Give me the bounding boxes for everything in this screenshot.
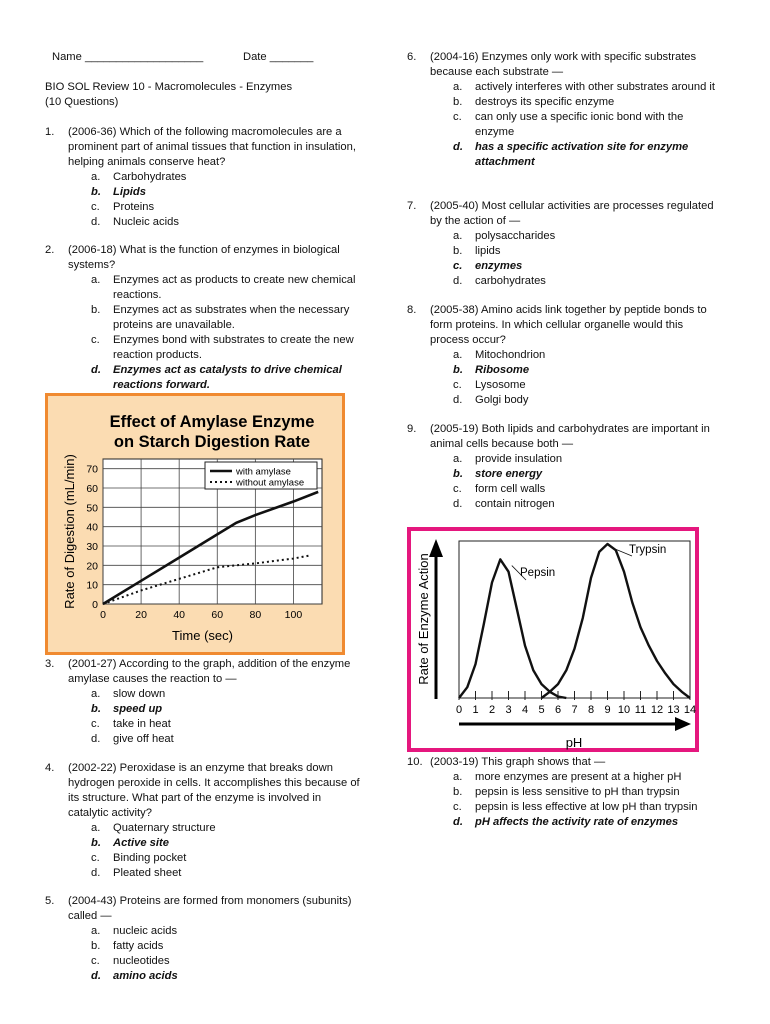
option-text: Lysosome bbox=[475, 379, 526, 391]
answer-option-correct bbox=[45, 185, 363, 200]
option-letter: b. bbox=[453, 364, 463, 376]
option-letter: d. bbox=[91, 216, 101, 228]
chart-title-line-2: on Starch Digestion Rate bbox=[113, 433, 311, 451]
answer-option bbox=[45, 939, 363, 954]
option-text: give off heat bbox=[113, 733, 174, 745]
question-text: (2006-36) Which of the following macromolecules are a prominent part of animal tissues that function in insulation, helping animals conserve heat? bbox=[68, 126, 356, 168]
option-letter: b. bbox=[453, 245, 463, 257]
question-text: (2006-18) What is the function of enzymes in biological systems? bbox=[68, 244, 340, 271]
option-text: Enzymes bond with substrates to create the new reaction products. bbox=[113, 334, 354, 361]
option-letter: b. bbox=[453, 468, 463, 480]
option-text: Quaternary structure bbox=[113, 822, 216, 834]
option-text: provide insulation bbox=[475, 453, 563, 465]
x-tick-label: 5 bbox=[538, 704, 545, 716]
legend-label: with amylase bbox=[236, 466, 291, 478]
option-letter: a. bbox=[453, 771, 463, 783]
option-letter: d. bbox=[91, 733, 101, 745]
answer-option-correct bbox=[407, 259, 725, 274]
option-letter: b. bbox=[453, 786, 463, 798]
option-text: take in heat bbox=[113, 718, 171, 730]
x-axis-label: pH bbox=[565, 735, 583, 750]
option-letter: c. bbox=[453, 801, 462, 813]
name-field-label: Name ___________________ bbox=[52, 51, 204, 63]
plot-area bbox=[459, 541, 690, 698]
x-tick-label: 7 bbox=[571, 704, 578, 716]
question-6 bbox=[407, 50, 725, 170]
x-tick-label: 8 bbox=[587, 704, 595, 716]
answer-option bbox=[45, 687, 363, 702]
option-text: destroys its specific enzyme bbox=[475, 96, 615, 108]
question-number: 1. bbox=[45, 126, 55, 138]
y-tick-label: 50 bbox=[86, 502, 98, 515]
option-text: can only use a specific ionic bond with the enzyme bbox=[475, 111, 684, 138]
y-axis-label: Rate of Digestion (mL/min) bbox=[62, 454, 77, 609]
answer-option-correct bbox=[45, 969, 363, 984]
answer-option bbox=[407, 785, 725, 800]
ph-chart-svg bbox=[407, 527, 699, 752]
answer-option bbox=[45, 821, 363, 836]
x-tick-label: 14 bbox=[683, 704, 697, 716]
x-tick-label: 12 bbox=[650, 704, 664, 716]
y-tick-label: 0 bbox=[92, 599, 98, 611]
answer-option bbox=[45, 333, 363, 363]
question-1 bbox=[45, 125, 363, 230]
answer-option bbox=[407, 452, 725, 467]
answer-option bbox=[407, 482, 725, 497]
x-tick-label: 40 bbox=[173, 609, 186, 621]
x-tick-label: 13 bbox=[667, 704, 680, 716]
question-text: (2005-38) Amino acids link together by peptide bonds to form proteins. In which cellular organelle would this process occur? bbox=[430, 304, 707, 346]
question-7 bbox=[407, 199, 725, 289]
question-text: (2002-22) Peroxidase is an enzyme that breaks down hydrogen peroxide in cells. It accomplishes this because of its structure. What part of the enzyme is involved in catalytic activity? bbox=[68, 762, 360, 819]
option-text: Lipids bbox=[113, 186, 146, 198]
legend-label: without amylase bbox=[236, 477, 305, 489]
option-letter: b. bbox=[91, 940, 101, 952]
answer-option bbox=[407, 800, 725, 815]
x-tick-label: 0 bbox=[455, 704, 463, 716]
option-letter: d. bbox=[91, 970, 101, 982]
question-text: (2001-27) According to the graph, addition of the enzyme amylase causes the reaction to — bbox=[68, 658, 351, 685]
question-number: 3. bbox=[45, 658, 55, 670]
answer-option-correct bbox=[407, 140, 725, 170]
question-number: 8. bbox=[407, 304, 417, 316]
question-text: (2004-43) Proteins are formed from monomers (subunits) called — bbox=[68, 895, 352, 922]
option-text: pepsin is less effective at low pH than trypsin bbox=[475, 801, 698, 813]
answer-option bbox=[45, 170, 363, 185]
option-letter: b. bbox=[91, 186, 101, 198]
worksheet-subtitle: (10 Questions) bbox=[45, 96, 119, 108]
question-8 bbox=[407, 303, 725, 408]
question-stem bbox=[407, 303, 725, 348]
option-text: Nucleic acids bbox=[113, 216, 179, 228]
option-letter: a. bbox=[453, 349, 463, 361]
x-tick-label: 3 bbox=[505, 704, 512, 716]
option-letter: d. bbox=[453, 498, 463, 510]
question-text: (2004-16) Enzymes only work with specific substrates because each substrate — bbox=[430, 51, 697, 78]
option-text: Active site bbox=[113, 837, 169, 849]
option-letter: d. bbox=[453, 141, 463, 153]
question-stem bbox=[407, 50, 725, 80]
answer-option bbox=[45, 717, 363, 732]
option-text: Proteins bbox=[113, 201, 155, 213]
question-text: (2005-19) Both lipids and carbohydrates are important in animal cells because both — bbox=[430, 423, 710, 450]
question-number: 2. bbox=[45, 244, 55, 256]
option-text: has a specific activation site for enzyme attachment bbox=[475, 141, 689, 168]
chart-title-line-1: Effect of Amylase Enzyme bbox=[109, 413, 315, 431]
question-stem bbox=[407, 755, 725, 770]
y-tick-label: 10 bbox=[86, 579, 98, 592]
option-text: Ribosome bbox=[475, 364, 530, 376]
question-10 bbox=[407, 755, 725, 830]
option-letter: d. bbox=[453, 394, 463, 406]
question-text: (2003-19) This graph shows that — bbox=[430, 756, 606, 768]
option-letter: a. bbox=[453, 81, 463, 93]
answer-option bbox=[45, 851, 363, 866]
option-text: fatty acids bbox=[113, 940, 164, 952]
answer-option bbox=[45, 732, 363, 747]
y-tick-label: 40 bbox=[86, 521, 98, 534]
x-tick-label: 60 bbox=[211, 609, 224, 621]
option-letter: a. bbox=[91, 822, 101, 834]
x-tick-label: 100 bbox=[284, 609, 303, 621]
answer-option bbox=[407, 110, 725, 140]
option-text: Mitochondrion bbox=[475, 349, 546, 361]
option-letter: a. bbox=[91, 171, 101, 183]
option-text: pepsin is less sensitive to pH than trypsin bbox=[475, 786, 680, 798]
question-9 bbox=[407, 422, 725, 512]
x-tick-label: 80 bbox=[249, 609, 262, 621]
question-2 bbox=[45, 243, 363, 393]
option-letter: b. bbox=[453, 96, 463, 108]
answer-option bbox=[407, 348, 725, 363]
option-text: Carbohydrates bbox=[113, 171, 187, 183]
question-number: 4. bbox=[45, 762, 55, 774]
y-tick-label: 20 bbox=[86, 560, 98, 573]
question-3 bbox=[45, 657, 363, 747]
answer-option-correct bbox=[407, 363, 725, 378]
option-letter: b. bbox=[91, 837, 101, 849]
series-label-trypsin: Trypsin bbox=[629, 544, 667, 556]
option-text: nucleotides bbox=[113, 955, 170, 967]
option-text: carbohydrates bbox=[475, 275, 546, 287]
option-letter: a. bbox=[453, 453, 463, 465]
question-stem bbox=[407, 422, 725, 452]
option-text: polysaccharides bbox=[475, 230, 556, 242]
y-tick-label: 30 bbox=[86, 541, 98, 553]
answer-option bbox=[407, 229, 725, 244]
answer-option bbox=[45, 303, 363, 333]
worksheet-title: BIO SOL Review 10 - Macromolecules - Enzymes bbox=[45, 81, 293, 93]
x-axis-label: Time (sec) bbox=[172, 628, 233, 643]
question-number: 10. bbox=[407, 756, 423, 768]
option-letter: b. bbox=[91, 703, 101, 715]
option-letter: c. bbox=[453, 379, 462, 391]
answer-option bbox=[407, 95, 725, 110]
x-tick-label: 11 bbox=[634, 704, 647, 716]
option-text: lipids bbox=[475, 245, 501, 257]
amylase-chart-svg bbox=[45, 393, 345, 655]
answer-option bbox=[45, 866, 363, 881]
option-letter: d. bbox=[453, 275, 463, 287]
question-stem bbox=[45, 243, 363, 273]
x-tick-label: 4 bbox=[521, 704, 529, 716]
option-text: slow down bbox=[113, 688, 166, 700]
option-text: Binding pocket bbox=[113, 852, 187, 864]
question-text: (2005-40) Most cellular activities are processes regulated by the action of — bbox=[430, 200, 714, 227]
option-text: amino acids bbox=[113, 970, 178, 982]
option-text: contain nitrogen bbox=[475, 498, 555, 510]
option-letter: c. bbox=[91, 718, 100, 730]
amylase-chart bbox=[45, 393, 345, 655]
option-text: actively interferes with other substrates around it bbox=[475, 81, 716, 93]
option-letter: c. bbox=[91, 852, 100, 864]
question-stem bbox=[45, 125, 363, 170]
ph-chart bbox=[407, 527, 699, 752]
option-text: Golgi body bbox=[475, 394, 529, 406]
question-number: 9. bbox=[407, 423, 417, 435]
option-letter: c. bbox=[453, 260, 463, 272]
question-number: 6. bbox=[407, 51, 417, 63]
answer-option bbox=[45, 215, 363, 230]
answer-option bbox=[45, 924, 363, 939]
option-letter: d. bbox=[453, 816, 463, 828]
answer-option-correct bbox=[45, 702, 363, 717]
answer-option bbox=[45, 273, 363, 303]
answer-option bbox=[45, 200, 363, 215]
option-text: Pleated sheet bbox=[113, 867, 182, 879]
option-text: Enzymes act as catalysts to drive chemical reactions forward. bbox=[113, 364, 342, 391]
answer-option bbox=[45, 954, 363, 969]
option-letter: a. bbox=[91, 688, 101, 700]
option-letter: a. bbox=[91, 274, 101, 286]
x-tick-label: 1 bbox=[472, 704, 479, 716]
option-text: speed up bbox=[113, 703, 163, 715]
question-stem bbox=[45, 657, 363, 687]
question-stem bbox=[45, 761, 363, 821]
option-text: store energy bbox=[475, 468, 543, 480]
answer-option bbox=[407, 378, 725, 393]
answer-option-correct bbox=[407, 815, 725, 830]
series-label-pepsin: Pepsin bbox=[520, 567, 556, 579]
y-tick-label: 60 bbox=[86, 483, 98, 495]
option-text: more enzymes are present at a higher pH bbox=[475, 771, 682, 783]
option-letter: c. bbox=[91, 201, 100, 213]
y-axis-label: Rate of Enzyme Action bbox=[416, 553, 431, 685]
question-stem bbox=[45, 894, 363, 924]
y-tick-label: 70 bbox=[86, 463, 98, 476]
option-letter: b. bbox=[91, 304, 101, 316]
question-number: 5. bbox=[45, 895, 55, 907]
option-letter: c. bbox=[91, 955, 100, 967]
x-tick-label: 0 bbox=[100, 609, 106, 621]
question-number: 7. bbox=[407, 200, 417, 212]
option-letter: c. bbox=[453, 483, 462, 495]
answer-option bbox=[407, 393, 725, 408]
answer-option bbox=[407, 274, 725, 289]
date-field-label: Date _______ bbox=[243, 51, 314, 63]
question-5 bbox=[45, 894, 363, 984]
x-tick-label: 20 bbox=[135, 609, 147, 621]
option-text: form cell walls bbox=[475, 483, 546, 495]
x-tick-label: 6 bbox=[554, 704, 562, 716]
answer-option bbox=[407, 497, 725, 512]
option-letter: c. bbox=[453, 111, 462, 123]
answer-option bbox=[407, 770, 725, 785]
option-text: nucleic acids bbox=[113, 925, 178, 937]
question-4 bbox=[45, 761, 363, 881]
x-tick-label: 9 bbox=[604, 704, 611, 716]
option-text: Enzymes act as substrates when the necessary proteins are unavailable. bbox=[113, 304, 350, 331]
option-letter: c. bbox=[91, 334, 100, 346]
option-text: Enzymes act as products to create new chemical reactions. bbox=[113, 274, 356, 301]
option-letter: d. bbox=[91, 867, 101, 879]
x-tick-label: 10 bbox=[617, 704, 631, 716]
option-text: enzymes bbox=[475, 260, 523, 272]
option-letter: a. bbox=[453, 230, 463, 242]
x-tick-label: 2 bbox=[488, 704, 496, 716]
answer-option-correct bbox=[45, 363, 363, 393]
option-letter: d. bbox=[91, 364, 101, 376]
question-stem bbox=[407, 199, 725, 229]
answer-option bbox=[407, 244, 725, 259]
option-text: pH affects the activity rate of enzymes bbox=[475, 816, 679, 828]
option-letter: a. bbox=[91, 925, 101, 937]
answer-option bbox=[407, 80, 725, 95]
answer-option-correct bbox=[45, 836, 363, 851]
answer-option-correct bbox=[407, 467, 725, 482]
